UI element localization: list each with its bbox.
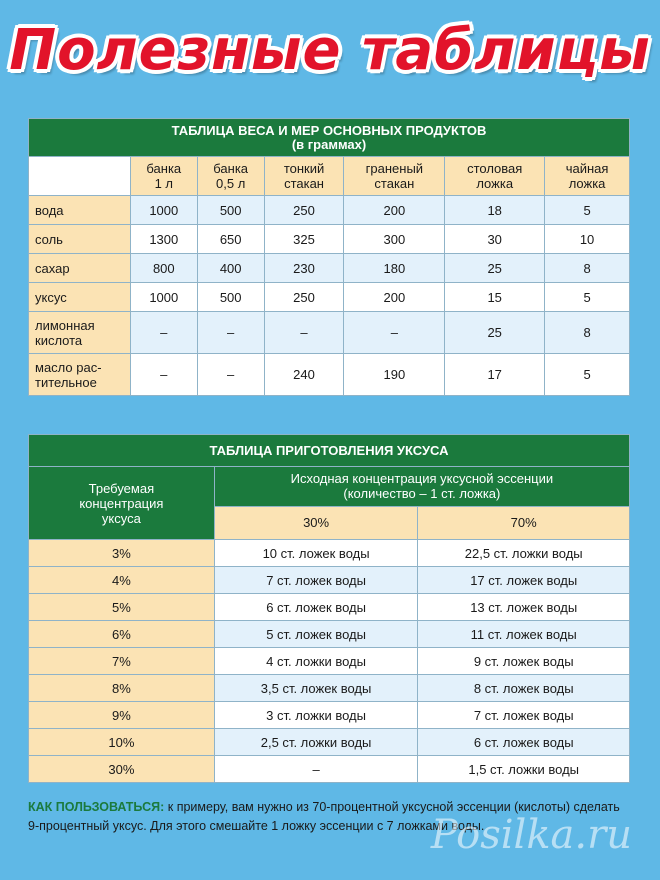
- table-cell: –: [130, 354, 197, 396]
- how-to-label: КАК ПОЛЬЗОВАТЬСЯ:: [28, 800, 165, 814]
- how-to-text: к примеру, вам нужно из 70-процентной уксусной эссенции (кислоты) сделать 9-процентный уксус. Для этого смешайте 1 ложку эссенции с 7 ложками воды.: [28, 800, 620, 833]
- table-row: [29, 567, 630, 594]
- table-cell: 240: [264, 354, 344, 396]
- table-cell: 17 ст. ложек воды: [418, 567, 630, 594]
- table-row: [29, 354, 630, 396]
- table-cell: 400: [197, 254, 264, 283]
- table-row: [29, 675, 630, 702]
- target-cell: 30%: [29, 756, 215, 783]
- table-cell: –: [197, 354, 264, 396]
- weights-table: [28, 118, 630, 396]
- table-row: [29, 540, 630, 567]
- table-cell: 25: [445, 254, 545, 283]
- row-label: вода: [29, 196, 131, 225]
- vinegar-table: [28, 434, 630, 783]
- target-cell: 9%: [29, 702, 215, 729]
- table-row: [29, 283, 630, 312]
- table-cell: –: [264, 312, 344, 354]
- target-cell: 4%: [29, 567, 215, 594]
- source-concentration-header: Исходная концентрация уксусной эссенции (количество – 1 ст. ложка): [214, 467, 629, 507]
- table-cell: 3 ст. ложки воды: [214, 702, 418, 729]
- table-cell: 9 ст. ложек воды: [418, 648, 630, 675]
- row-label: уксус: [29, 283, 131, 312]
- target-cell: 3%: [29, 540, 215, 567]
- table-cell: 8: [545, 312, 630, 354]
- target-concentration-header: Требуемая концентрация уксуса: [29, 467, 215, 540]
- table-cell: 1000: [130, 196, 197, 225]
- target-cell: 5%: [29, 594, 215, 621]
- corner-cell: [29, 157, 131, 196]
- table-row: [29, 254, 630, 283]
- table-row: [29, 594, 630, 621]
- table-cell: 200: [344, 283, 445, 312]
- target-cell: 6%: [29, 621, 215, 648]
- column-header: банка 1 л: [130, 157, 197, 196]
- table-cell: 190: [344, 354, 445, 396]
- table-row: [29, 702, 630, 729]
- table-cell: 8: [545, 254, 630, 283]
- table-row: [29, 225, 630, 254]
- table-cell: 500: [197, 283, 264, 312]
- table-cell: 25: [445, 312, 545, 354]
- column-header-30: 30%: [214, 506, 418, 539]
- table-cell: 5 ст. ложек воды: [214, 621, 418, 648]
- table-cell: 1,5 ст. ложки воды: [418, 756, 630, 783]
- table-row: [29, 621, 630, 648]
- table-cell: 325: [264, 225, 344, 254]
- table-cell: –: [197, 312, 264, 354]
- column-header: банка 0,5 л: [197, 157, 264, 196]
- table-cell: 30: [445, 225, 545, 254]
- table-cell: 1300: [130, 225, 197, 254]
- column-header: столовая ложка: [445, 157, 545, 196]
- table-row: [29, 648, 630, 675]
- table-cell: 8 ст. ложек воды: [418, 675, 630, 702]
- table-cell: 15: [445, 283, 545, 312]
- table-cell: 4 ст. ложки воды: [214, 648, 418, 675]
- table-cell: 5: [545, 196, 630, 225]
- table-cell: 500: [197, 196, 264, 225]
- row-label: лимонная кислота: [29, 312, 131, 354]
- table-cell: 22,5 ст. ложки воды: [418, 540, 630, 567]
- table-cell: 18: [445, 196, 545, 225]
- row-label: сахар: [29, 254, 131, 283]
- table-cell: 6 ст. ложек воды: [418, 729, 630, 756]
- table-cell: 300: [344, 225, 445, 254]
- target-cell: 10%: [29, 729, 215, 756]
- column-header: тонкий стакан: [264, 157, 344, 196]
- table-cell: 650: [197, 225, 264, 254]
- table-cell: 13 ст. ложек воды: [418, 594, 630, 621]
- table-cell: 250: [264, 196, 344, 225]
- row-label: масло рас- тительное: [29, 354, 131, 396]
- table-cell: 6 ст. ложек воды: [214, 594, 418, 621]
- column-header: граненый стакан: [344, 157, 445, 196]
- table-cell: 180: [344, 254, 445, 283]
- table-cell: 10 ст. ложек воды: [214, 540, 418, 567]
- table-cell: 11 ст. ложек воды: [418, 621, 630, 648]
- table-cell: 200: [344, 196, 445, 225]
- row-label: соль: [29, 225, 131, 254]
- watermark-logo: Posilka.ru: [430, 812, 632, 858]
- table-row: [29, 729, 630, 756]
- table-row: [29, 312, 630, 354]
- target-cell: 8%: [29, 675, 215, 702]
- weights-table-title: ТАБЛИЦА ВЕСА И МЕР ОСНОВНЫХ ПРОДУКТОВ (в граммах): [29, 119, 630, 157]
- table-cell: –: [214, 756, 418, 783]
- table-cell: 7 ст. ложек воды: [214, 567, 418, 594]
- table-cell: 5: [545, 354, 630, 396]
- table-cell: 230: [264, 254, 344, 283]
- table-cell: 250: [264, 283, 344, 312]
- table-cell: 7 ст. ложек воды: [418, 702, 630, 729]
- table-cell: 17: [445, 354, 545, 396]
- column-header: чайная ложка: [545, 157, 630, 196]
- table-row: [29, 196, 630, 225]
- target-cell: 7%: [29, 648, 215, 675]
- weights-column-headers: [29, 157, 630, 196]
- table-cell: 3,5 ст. ложек воды: [214, 675, 418, 702]
- page-title: Полезные таблицы: [9, 18, 651, 83]
- table-cell: 800: [130, 254, 197, 283]
- table-cell: 10: [545, 225, 630, 254]
- table-cell: 5: [545, 283, 630, 312]
- table-cell: –: [344, 312, 445, 354]
- vinegar-table-title: ТАБЛИЦА ПРИГОТОВЛЕНИЯ УКСУСА: [29, 435, 630, 467]
- column-header-70: 70%: [418, 506, 630, 539]
- table-cell: 2,5 ст. ложки воды: [214, 729, 418, 756]
- table-cell: 1000: [130, 283, 197, 312]
- table-cell: –: [130, 312, 197, 354]
- table-row: [29, 756, 630, 783]
